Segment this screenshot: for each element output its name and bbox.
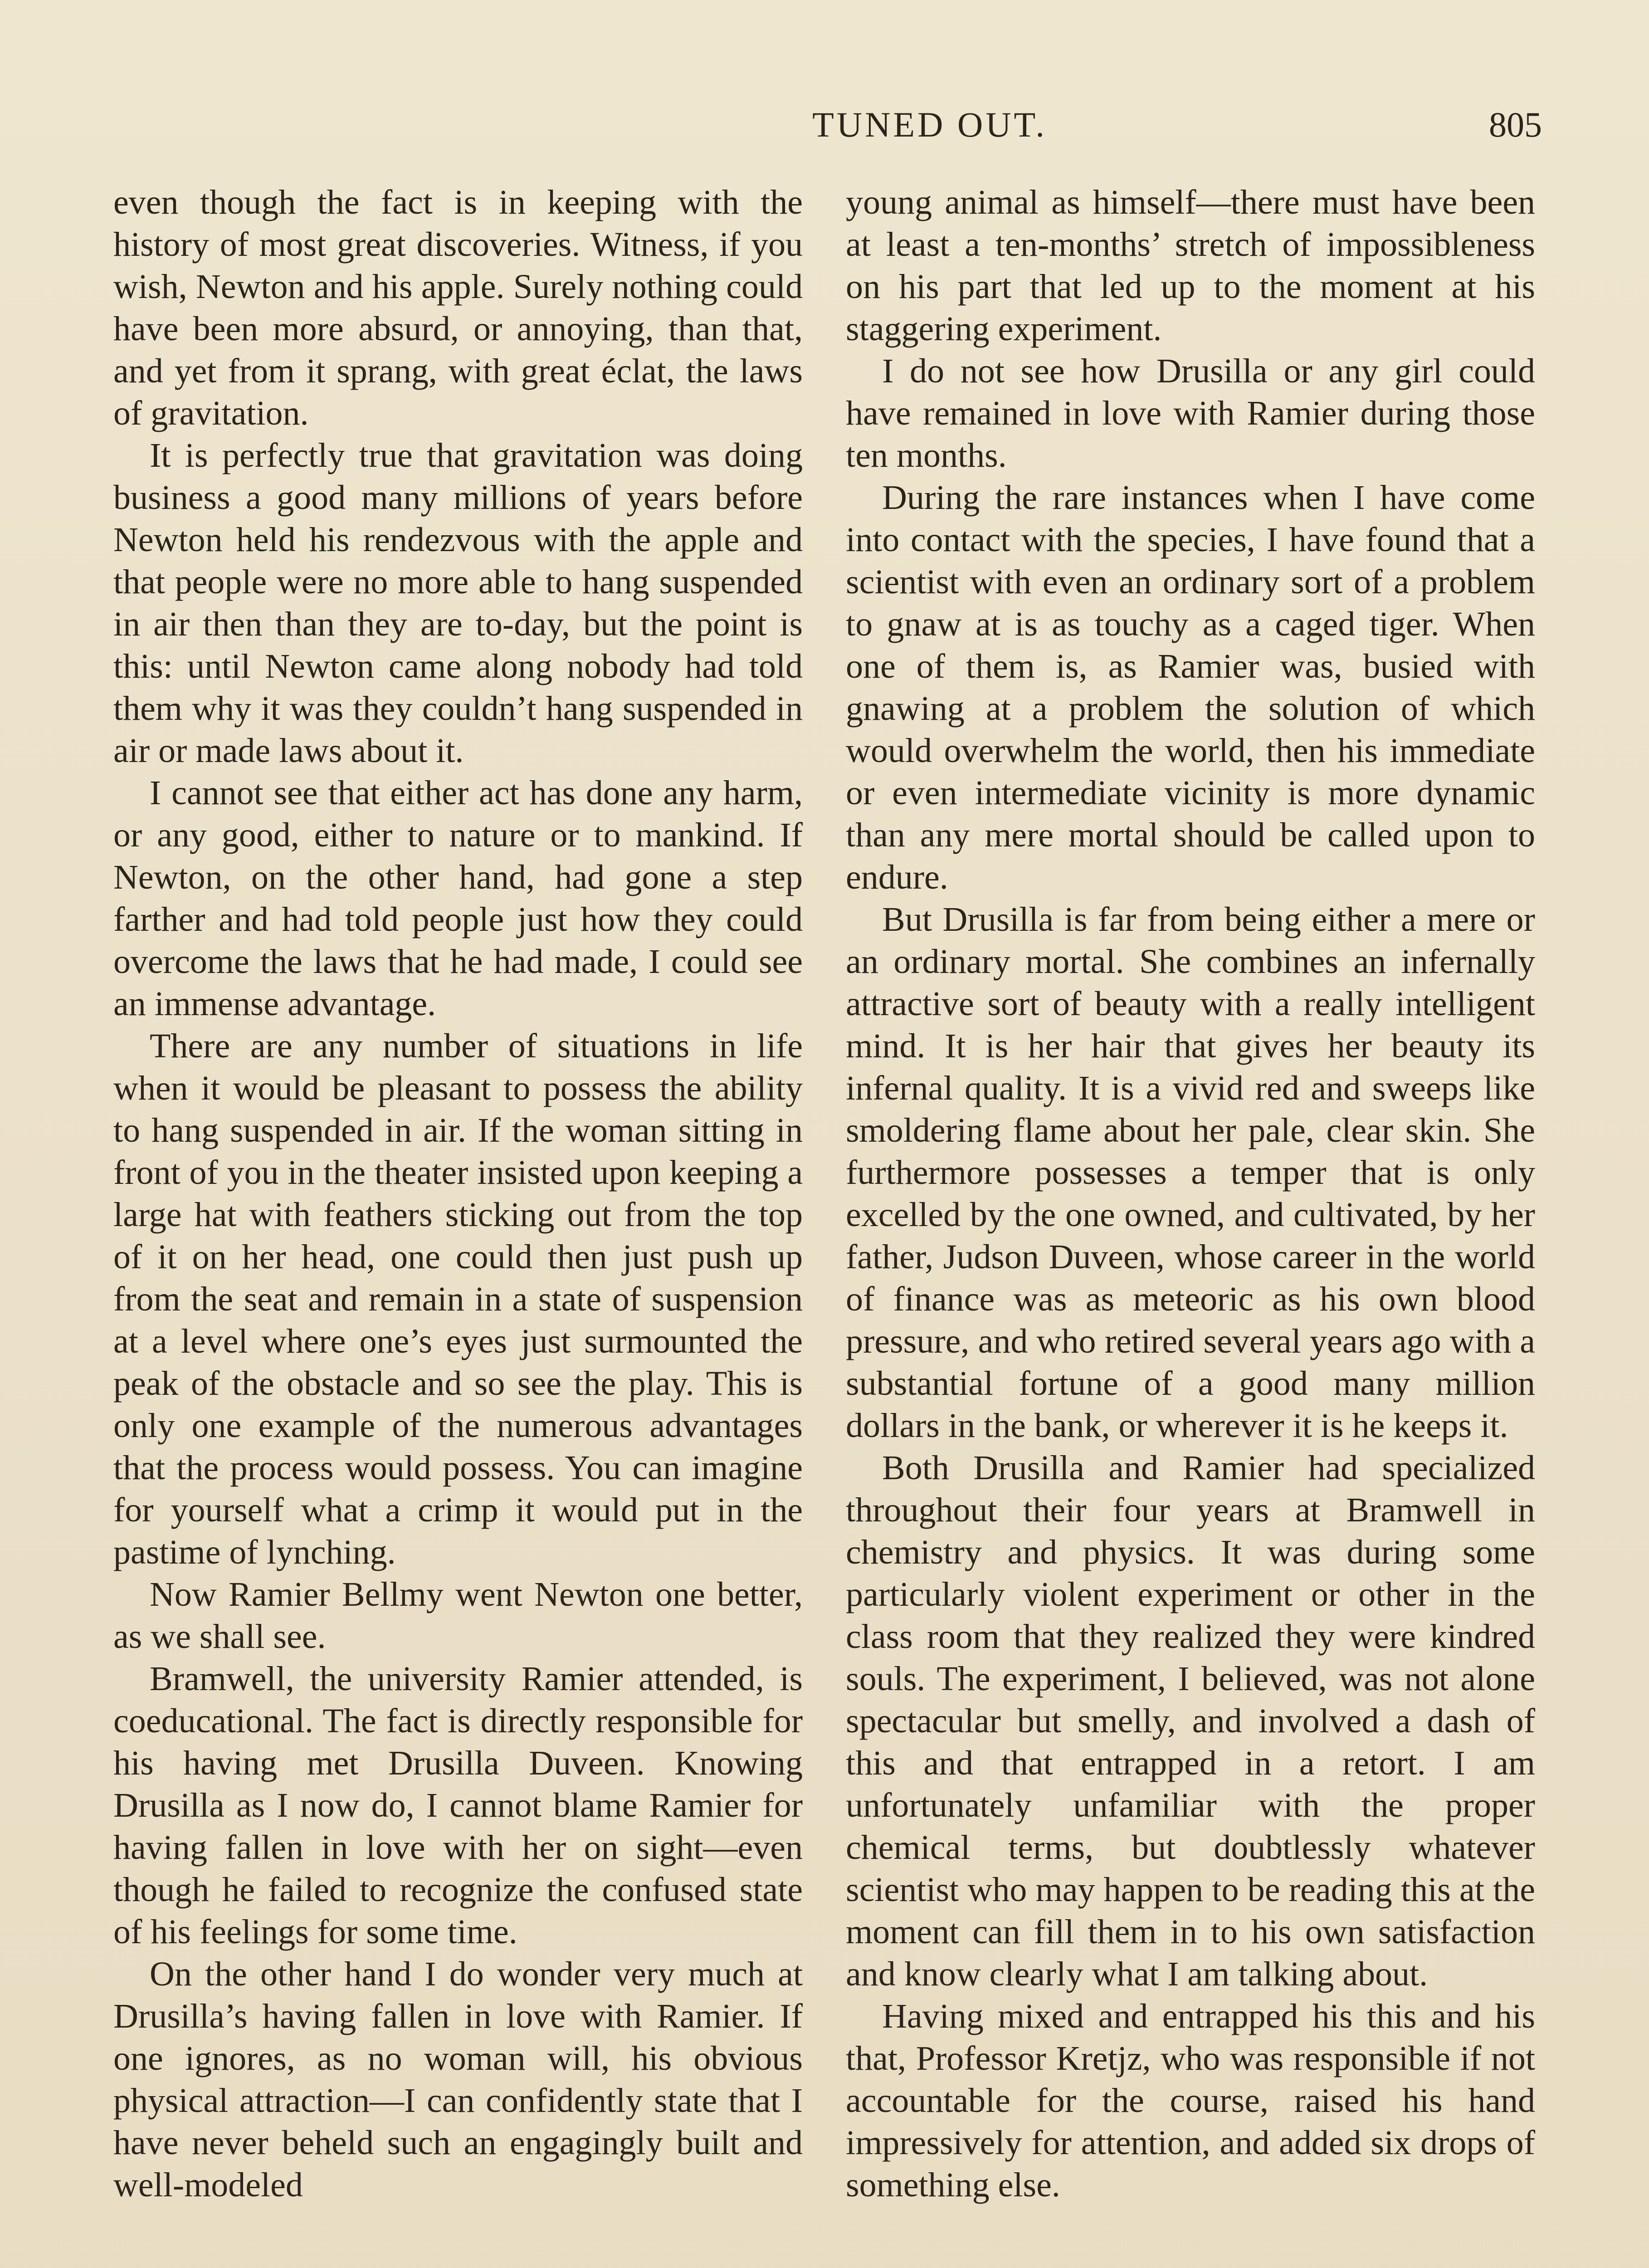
page-header [113,91,1542,159]
paragraph: But Drusilla is far from being either a mere or an ordinary mortal. She combines an infernally attractive sort of beauty with a really intelligent mind. It is her hair that gives her beauty its infernal quality. It is a vivid red and sweeps like smoldering flame about her pale, clear skin. She furthermore possesses a temper that is only excelled by the one owned, and cultivated, by her father, Judson Duveen, whose career in the world of finance was as meteoric as his own blood pressure, and who retired several years ago with a substantial fortune of a good many million dollars in the bank, or wherever it is he keeps it. [846,900,1535,1445]
right-column [846,181,1535,2268]
paragraph: young animal as himself—there must have been at least a ten-months’ stretch of impossibleness on his part that led up to the moment at his staggering experiment. [846,183,1535,348]
running-title: TUNED OUT. [812,105,1047,144]
paragraph: There are any number of situations in life when it would be pleasant to possess the ability to hang suspended in air. If the woman sitting in front of you in the theater insisted upon keeping a large hat with feathers sticking out from the top of it on her head, one could then just push up from the seat and remain in a state of suspension at a level where one’s eyes just surmounted the peak of the obstacle and so see the play. This is only one example of the numerous advantages that the process would possess. You can imagine for yourself what a crimp it would put in the pastime of lynching. [113,1027,803,1571]
paragraph: I cannot see that either act has done any harm, or any good, either to nature or to mankind. If Newton, on the other hand, had gone a step farther and had told people just how they could overcome the laws that he had made, I could see an immense advantage. [113,774,803,1023]
paragraph: even though the fact is in keeping with the history of most great discoveries. Witness, if you wish, Newton and his apple. Surely nothing could have been more absurd, or annoying, than that, and yet from it sprang, with great éclat, the laws of gravitation. [113,183,803,432]
paragraph: Bramwell, the university Ramier attended, is coeducational. The fact is directly responsible for his having met Drusilla Duveen. Knowing Drusilla as I now do, I cannot blame Ramier for having fallen in love with her on sight—even though he failed to recognize the confused state of his feelings for some time. [113,1660,803,1951]
paragraph: I do not see how Drusilla or any girl could have remained in love with Ramier during those ten months. [846,352,1535,474]
paragraph: It is perfectly true that gravitation was doing business a good many millions of years before Newton held his rendezvous with the apple and that people were no more able to hang suspended in air then than they are to-day, but the point is this: until Newton came along nobody had told them why it was they couldn’t hang suspended in air or made laws about it. [113,436,803,770]
page-number: 805 [1489,105,1542,144]
left-column [113,181,803,2268]
paragraph: On the other hand I do wonder very much at Drusilla’s having fallen in love with Ramier. If one ignores, as no woman will, his obvious physical attraction—I can confidently state that I have never beheld such an engagingly built and well-modeled [113,1955,803,2204]
paragraph: During the rare instances when I have come into contact with the species, I have found that a scientist with even an ordinary sort of a problem to gnaw at is as touchy as a caged tiger. When one of them is, as Ramier was, busied with gnawing at a problem the solution of which would overwhelm the world, then his immediate or even intermediate vicinity is more dynamic than any mere mortal should be called upon to endure. [846,479,1535,896]
paragraph: Now Ramier Bellmy went Newton one better, as we shall see. [113,1575,803,1656]
paragraph: Both Drusilla and Ramier had specialized throughout their four years at Bramwell in chemistry and physics. It was during some particularly violent experiment or other in the class room that they realized they were kindred souls. The experiment, I believed, was not alone spectacular but smelly, and involved a dash of this and that entrapped in a retort. I am unfortunately unfamiliar with the proper chemical terms, but doubtlessly whatever scientist who may happen to be reading this at the moment can fill them in to his own satisfaction and know clearly what I am talking about. [846,1449,1535,1993]
paragraph: Having mixed and entrapped his this and his that, Professor Kretjz, who was responsible if not accountable for the course, raised his hand impressively for attention, and added six drops of something else. [846,1997,1535,2204]
